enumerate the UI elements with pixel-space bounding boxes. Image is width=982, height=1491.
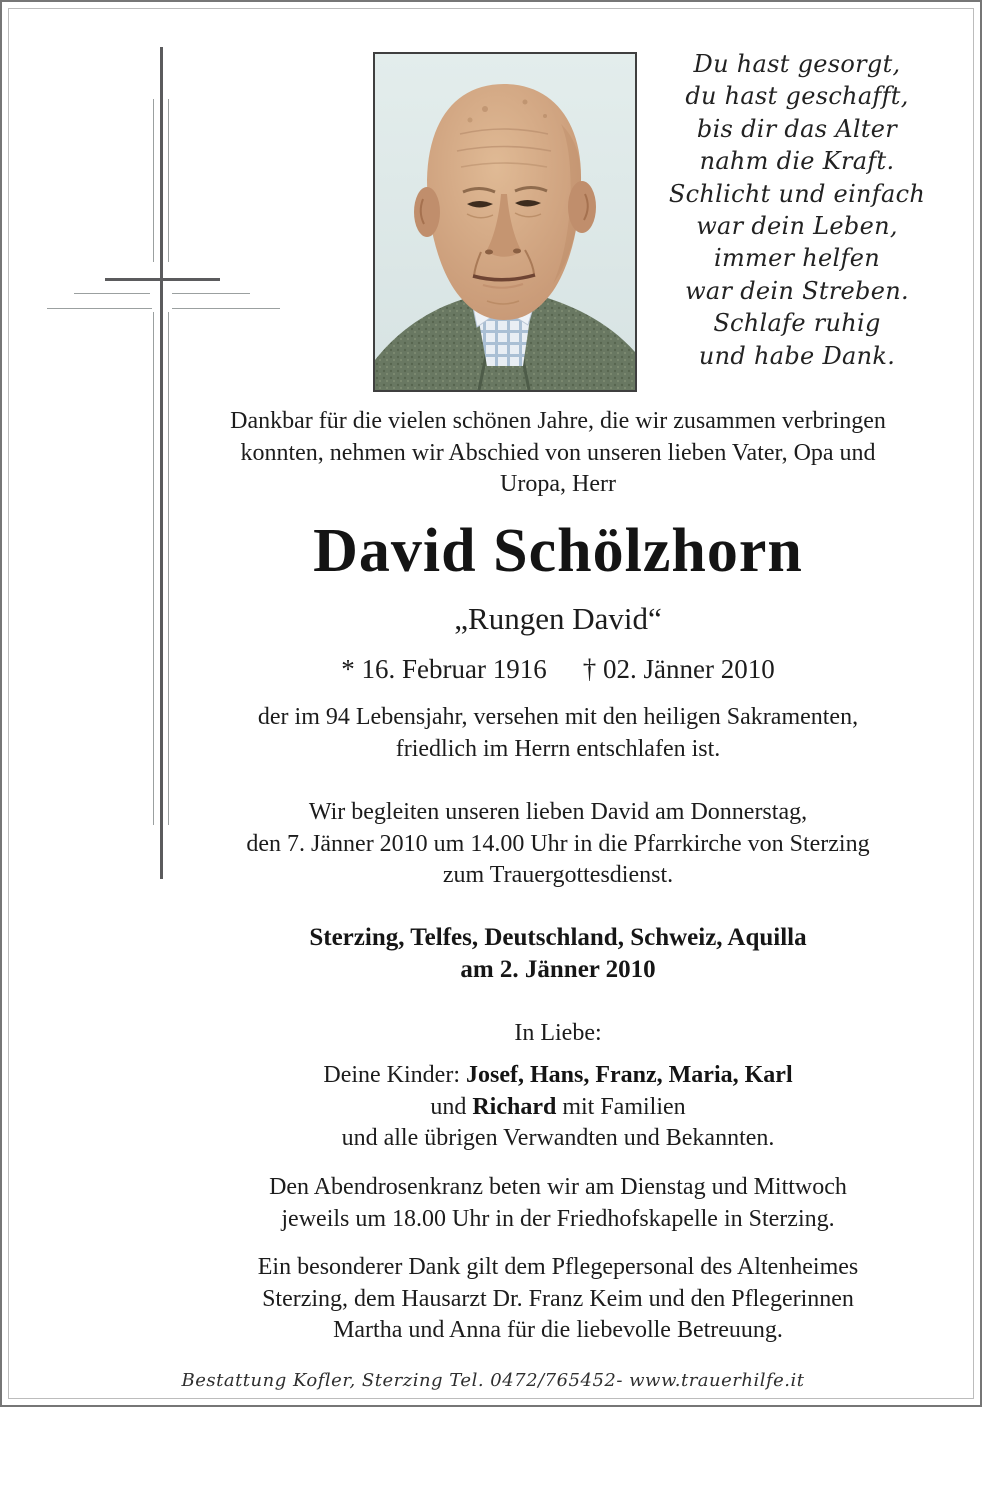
poem-line: du hast geschafft,	[685, 82, 909, 111]
children-line	[152, 1060, 964, 1092]
intro-line: Uropa, Herr	[500, 471, 616, 498]
poem-line: war dein Leben,	[696, 212, 898, 241]
poem-line: Schlafe ruhig	[713, 309, 881, 338]
passing-line: friedlich im Herrn entschlafen ist.	[395, 735, 721, 762]
child-name: Richard	[472, 1093, 557, 1120]
cross-horizontal-thin-line	[172, 308, 280, 309]
cross-vertical-thin-line	[168, 99, 169, 262]
thanks-line: Ein besonderer Dank gilt dem Pflegepersonal des Altenheimes	[257, 1254, 859, 1280]
children-prefix: Deine Kinder:	[323, 1062, 466, 1088]
places-date-line: am 2. Jänner 2010	[460, 956, 656, 983]
children-suffix: mit Familien	[556, 1093, 686, 1120]
intro-text	[152, 406, 964, 501]
death-date: † 02. Jänner 2010	[582, 654, 775, 684]
poem-line: nahm die Kraft.	[699, 147, 895, 176]
cross-vertical-thin-line	[153, 99, 154, 262]
funeral-line: Wir begleiten unseren lieben David am Donnerstag,	[308, 799, 808, 825]
life-dates	[152, 652, 964, 686]
deceased-name: David Schölzhorn	[313, 517, 803, 585]
memorial-poem	[632, 48, 962, 372]
poem-line: Schlicht und einfach	[668, 179, 926, 208]
rosary-info	[152, 1172, 964, 1235]
poem-line: immer helfen	[714, 244, 880, 273]
cross-horizontal-thin-line	[172, 293, 250, 294]
funeral-home-footer: Bestattung Kofler, Sterzing Tel. 0472/765452- www.trauerhilfe.it	[181, 1370, 805, 1391]
mourning-places	[152, 922, 964, 986]
cross-horizontal-main-line	[105, 278, 220, 281]
portrait-photo	[373, 52, 637, 392]
children-conjunction: und	[430, 1093, 473, 1120]
in-love-label: In Liebe:	[514, 1020, 602, 1046]
cross-horizontal-thin-line	[47, 308, 152, 309]
intro-line: konnten, nehmen wir Abschied von unseren lieben Vater, Opa und	[240, 439, 876, 466]
poem-line: Du hast gesorgt,	[693, 50, 901, 78]
funeral-info	[152, 797, 964, 892]
thanks-line: Sterzing, dem Hausarzt Dr. Franz Keim und den Pflegerinnen	[262, 1285, 854, 1312]
children-names: Josef, Hans, Franz, Maria, Karl	[466, 1062, 793, 1088]
thanks-line: Martha und Anna für die liebevolle Betreuung.	[333, 1317, 783, 1344]
family-text	[152, 1060, 964, 1155]
funeral-line: zum Trauergottesdienst.	[442, 862, 674, 889]
relatives-line: und alle übrigen Verwandten und Bekannten.	[341, 1125, 775, 1152]
children-line	[152, 1092, 964, 1124]
intro-line: Dankbar für die vielen schönen Jahre, die wir zusammen verbringen	[230, 408, 886, 434]
rosary-line: Den Abendrosenkranz beten wir am Dienstag und Mittwoch	[269, 1174, 847, 1200]
places-line: Sterzing, Telfes, Deutschland, Schweiz, Aquilla	[309, 924, 807, 951]
passing-text	[152, 702, 964, 765]
rosary-line: jeweils um 18.00 Uhr in der Friedhofskapelle in Sterzing.	[281, 1205, 835, 1232]
poem-line: bis dir das Alter	[696, 114, 898, 143]
poem-line: war dein Streben.	[685, 276, 909, 305]
poem-line: und habe Dank.	[698, 341, 896, 370]
passing-line: der im 94 Lebensjahr, versehen mit den heiligen Sakramenten,	[257, 704, 859, 730]
cross-horizontal-thin-line	[74, 293, 150, 294]
funeral-line: den 7. Jänner 2010 um 14.00 Uhr in die Pfarrkirche von Sterzing	[246, 830, 870, 857]
birth-date: * 16. Februar 1916	[341, 654, 547, 684]
thanks-text	[152, 1252, 964, 1347]
portrait-photo-svg	[375, 54, 635, 390]
deceased-nickname: „Rungen David“	[454, 601, 662, 636]
